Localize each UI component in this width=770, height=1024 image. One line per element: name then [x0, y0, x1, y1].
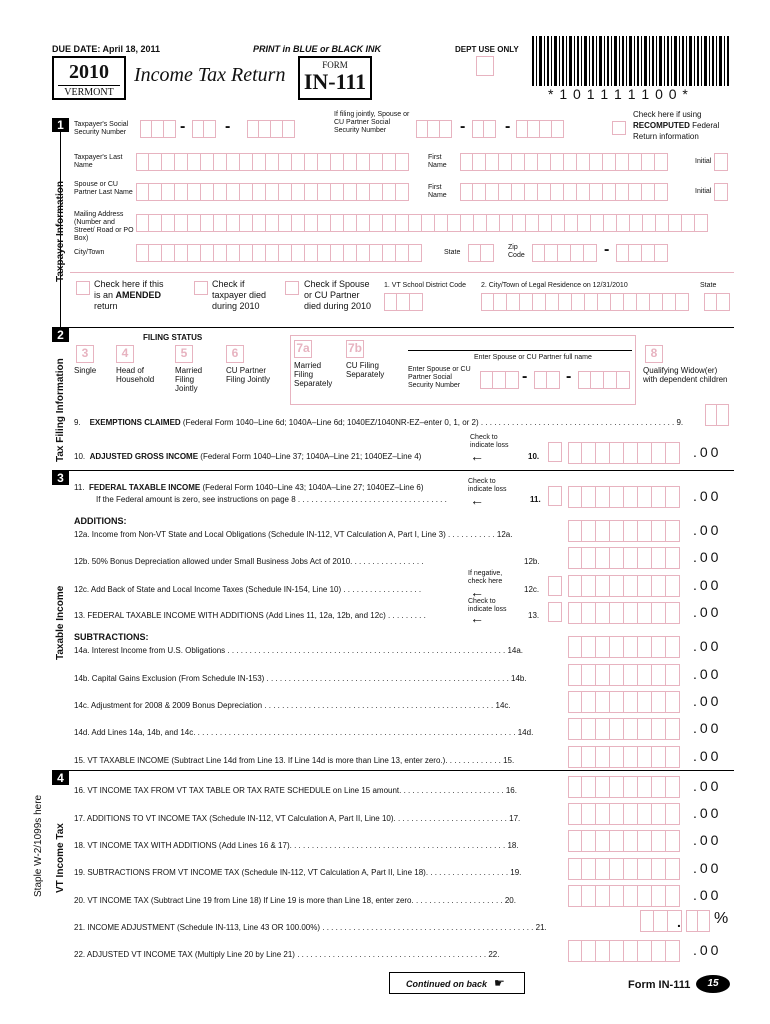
line-10-loss-label: Check to indicate loss — [470, 434, 509, 449]
line-14c-cents: .00 — [693, 693, 722, 709]
line-14a-amount-field[interactable] — [568, 636, 680, 658]
ssn-label: Taxpayer's Social Security Number — [74, 121, 129, 136]
line-20-amount-field[interactable] — [568, 885, 680, 907]
status-married-separately-label: Married Filing Separately — [294, 361, 333, 388]
line-20-cents: .00 — [693, 887, 722, 903]
recomputed-label-4: Return information — [633, 132, 699, 141]
line-12c-amount-field[interactable] — [568, 575, 680, 597]
line-12a-amount-field[interactable] — [568, 520, 680, 542]
line-14a-cents: .00 — [693, 638, 722, 654]
line-10-loss-checkbox[interactable] — [548, 442, 562, 462]
line-11-num: 11. — [74, 483, 85, 492]
line-10-text: (Federal Form 1040–Line 37; 1040A–Line 21; 1040EZ–Line 4) — [200, 452, 422, 461]
line-11 — [74, 483, 424, 492]
spouse-full-name-label: Enter Spouse or CU Partner full name — [474, 354, 592, 361]
line-17-cents: .00 — [693, 805, 722, 821]
filing-status-heading: FILING STATUS — [143, 333, 203, 342]
line-10-ref: 10. — [528, 452, 540, 461]
taxpayer-ssn-field-2[interactable] — [192, 120, 216, 138]
legal-residence-field[interactable] — [481, 293, 689, 311]
spouse-ssn-separate-field-2[interactable] — [534, 371, 560, 389]
status-7b-checkbox[interactable]: 7b — [346, 340, 364, 358]
line-15-cents: .00 — [693, 748, 722, 764]
line-11-loss-label: Check to indicate loss — [468, 478, 507, 493]
line-14d-cents: .00 — [693, 720, 722, 736]
line-13-loss-checkbox[interactable] — [548, 602, 562, 622]
section-3-label: Taxable Income — [55, 585, 66, 660]
line-16-amount-field[interactable] — [568, 776, 680, 798]
barcode-icon — [532, 36, 732, 86]
tax-year: 2010 — [69, 61, 109, 83]
first-name-field[interactable] — [460, 153, 668, 171]
dept-use-only: DEPT USE ONLY — [455, 45, 519, 54]
line-14c-amount-field[interactable] — [568, 691, 680, 713]
continued-label: Continued on back — [406, 979, 487, 989]
pointing-hand-icon: ☛ — [494, 976, 505, 990]
line-14d: 14d. Add Lines 14a, 14b, and 14c. . . . . . . . . . . . . . . . . . . . . . . . . . . . . . . . . . . . . . . . . . . . . . . . . . . . . . . . . . . . . . . . . . . . . . . . . 14d. — [74, 728, 534, 737]
line-18-amount-field[interactable] — [568, 830, 680, 852]
status-cu-separately-label: CU Filing Separately — [346, 361, 385, 379]
status-4-checkbox[interactable]: 4 — [116, 345, 134, 363]
line-9-text: (Federal Form 1040–Line 6d; 1040A–Line 6d; 1040EZ/1040NR-EZ–enter 0, 1, or 2) . . . . . . . . . . . . . . . . . . . . . . . . . . . . . . . . . . . . . . . . . . . . 9. — [182, 418, 684, 427]
spouse-ssn-separate-field[interactable] — [480, 371, 519, 389]
recomputed-label-3: Federal — [692, 121, 720, 130]
due-date: DUE DATE: April 18, 2011 — [52, 44, 161, 54]
taxpayer-ssn-field-3[interactable] — [247, 120, 295, 138]
line-9-num: 9. — [74, 418, 81, 427]
line-14d-amount-field[interactable] — [568, 718, 680, 740]
school-district-label: 1. VT School District Code — [384, 282, 466, 289]
section-3-badge: 3 — [52, 471, 69, 485]
line-11-amount-field[interactable] — [568, 486, 680, 508]
line-9-title: EXEMPTIONS CLAIMED — [89, 418, 181, 427]
recomputed-checkbox[interactable] — [612, 121, 626, 135]
arrow-left-icon: ← — [470, 448, 484, 464]
line-11-sub: If the Federal amount is zero, see instructions on page 8 . . . . . . . . . . . . . . . . . . . . . . . . . . . . . . . . . . — [96, 495, 447, 504]
line-12c-negative-label: If negative, check here — [468, 570, 503, 585]
status-6-checkbox[interactable]: 6 — [226, 345, 244, 363]
line-12b-cents: .00 — [693, 549, 722, 565]
line-21: 21. INCOME ADJUSTMENT (Schedule IN-113, Line 43 OR 100.00%) . . . . . . . . . . . . . . . . . . . . . . . . . . . . . . . . . . . . . . . . . . . . . . . . 21. — [74, 923, 547, 932]
percent-sign: % — [714, 910, 729, 927]
mailing-address-label: Mailing Address (Number and Street/ Road or PO Box) — [74, 211, 134, 242]
line-14c: 14c. Adjustment for 2008 & 2009 Bonus Depreciation . . . . . . . . . . . . . . . . . . . . . . . . . . . . . . . . . . . . . . . . . . . . . . . . . . . . 14c. — [74, 701, 511, 710]
barcode-text: * 1 0 1 1 1 1 1 0 0 * — [548, 86, 689, 102]
residence-state-label: State — [700, 282, 717, 289]
line-14b-cents: .00 — [693, 666, 722, 682]
last-name-label: Taxpayer's Last Name — [74, 154, 123, 169]
status-3-checkbox[interactable]: 3 — [76, 345, 94, 363]
line-9-field[interactable] — [705, 404, 729, 426]
line-10-num: 10. — [74, 452, 86, 461]
section-1-badge: 1 — [52, 118, 69, 132]
status-5-checkbox[interactable]: 5 — [175, 345, 193, 363]
page-number: 15 — [696, 975, 730, 993]
section-4-badge: 4 — [52, 771, 69, 785]
line-12c: 12c. Add Back of State and Local Income Taxes (Schedule IN-154, Line 10) . . . . . . . . . . . . . . . . . . — [74, 585, 422, 594]
mailing-address-field[interactable] — [136, 214, 708, 232]
section-4-label: VT Income Tax — [55, 823, 66, 893]
line-14a: 14a. Interest Income from U.S. Obligations . . . . . . . . . . . . . . . . . . . . . . . . . . . . . . . . . . . . . . . . . . . . . . . . . . . . . . . . . . . . . . . 14a. — [74, 646, 524, 655]
line-13-loss-label: Check to indicate loss — [468, 598, 507, 613]
city-label: City/Town — [74, 249, 105, 256]
line-19-amount-field[interactable] — [568, 858, 680, 880]
status-widow-label: Qualifying Widow(er) with dependent children — [643, 366, 728, 384]
line-11-ref: 11. — [530, 495, 541, 504]
line-12a-cents: .00 — [693, 522, 722, 538]
state-label: State — [444, 249, 461, 256]
form-label: FORM — [322, 60, 348, 70]
spouse-initial-label: Initial — [695, 188, 712, 195]
status-single-label: Single — [74, 366, 97, 375]
spouse-last-name-field[interactable] — [136, 183, 409, 201]
spouse-died-1: Check if Spouse — [304, 279, 370, 289]
line-12b-ref: 12b. — [524, 557, 540, 566]
line-12b: 12b. 50% Bonus Depreciation allowed under Small Business Jobs Act of 2010. . . . . . . . . . . . . . . . . — [74, 557, 424, 566]
amended-label-1: Check here if this — [94, 279, 164, 289]
line-12a: 12a. Income from Non-VT State and Local Obligations (Schedule IN-112, VT Calculation A, Part I, Line 3) . . . . . . . . . . . 12a. — [74, 530, 513, 539]
section-1-label: Taxpayer Information — [55, 181, 66, 282]
line-10 — [74, 452, 421, 461]
spouse-ssn-field-2[interactable] — [472, 120, 496, 138]
spouse-died-2: or CU Partner — [304, 290, 360, 300]
zip-label: Zip Code — [508, 244, 525, 259]
line-11-cents: .00 — [693, 488, 722, 504]
dept-use-box — [476, 56, 494, 76]
spouse-ssn-field-3[interactable] — [516, 120, 564, 138]
city-field[interactable] — [136, 244, 422, 262]
last-name-field[interactable] — [136, 153, 409, 171]
recomputed-label-2: RECOMPUTED — [633, 121, 690, 130]
form-number: IN-111 — [303, 69, 367, 94]
legal-residence-label: 2. City/Town of Legal Residence on 12/31/2010 — [481, 282, 628, 289]
recomputed-label-1: Check here if using — [633, 110, 702, 119]
arrow-left-icon: ← — [470, 610, 484, 626]
amended-label-2: is an — [94, 290, 114, 300]
staple-note: Staple W-2/1099s here — [33, 794, 44, 897]
zip-field[interactable] — [532, 244, 597, 262]
line-12c-negative-checkbox[interactable] — [548, 576, 562, 596]
line-18-cents: .00 — [693, 832, 722, 848]
line-13-amount-field[interactable] — [568, 602, 680, 624]
line-15: 15. VT TAXABLE INCOME (Subtract Line 14d from Line 13. If Line 14d is more than Line 13, enter zero.). . . . . . . . . . . . . 15. — [74, 756, 515, 765]
spouse-first-name-field[interactable] — [460, 183, 668, 201]
line-15-amount-field[interactable] — [568, 746, 680, 768]
taxpayer-died-3: during 2010 — [212, 301, 260, 311]
status-cu-jointly-label: CU Partner Filing Jointly — [226, 366, 271, 384]
spouse-ssn-separate-label: Enter Spouse or CU Partner Social Security Number — [408, 366, 471, 389]
zip-plus4-field[interactable] — [616, 244, 668, 262]
status-7a-checkbox[interactable]: 7a — [294, 340, 312, 358]
line-14b: 14b. Capital Gains Exclusion (From Schedule IN-153) . . . . . . . . . . . . . . . . . . . . . . . . . . . . . . . . . . . . . . . . . . . . . . . . . . . . . . . 14b. — [74, 674, 527, 683]
print-note: PRINT in BLUE or BLACK INK — [253, 44, 381, 54]
line-22: 22. ADJUSTED VT INCOME TAX (Multiply Line 20 by Line 21) . . . . . . . . . . . . . . . . . . . . . . . . . . . . . . . . . . . . . . . . . . . 22. — [74, 950, 500, 959]
initial-field[interactable] — [714, 153, 728, 171]
additions-heading: ADDITIONS: — [74, 516, 127, 526]
first-name-label: First Name — [428, 154, 447, 169]
taxpayer-ssn-field[interactable] — [140, 120, 176, 138]
line-10-amount-field[interactable] — [568, 442, 680, 464]
line-19: 19. SUBTRACTIONS FROM VT INCOME TAX (Schedule IN-112, VT Calculation A, Part II, Line 18). . . . . . . . . . . . . . . . . . . 19. — [74, 868, 522, 877]
amended-checkbox[interactable] — [76, 281, 90, 295]
school-district-field[interactable] — [384, 293, 423, 311]
taxpayer-died-checkbox[interactable] — [194, 281, 208, 295]
spouse-died-checkbox[interactable] — [285, 281, 299, 295]
form-title: Income Tax Return — [134, 64, 286, 86]
spouse-initial-field[interactable] — [714, 183, 728, 201]
line-21-field[interactable] — [640, 910, 682, 932]
line-10-cents: .00 — [693, 444, 722, 460]
line-10-title: ADJUSTED GROSS INCOME — [89, 452, 199, 461]
line-9 — [74, 418, 683, 427]
year-box — [52, 56, 126, 100]
spouse-ssn-separate-field-3[interactable] — [578, 371, 630, 389]
arrow-left-icon: ← — [470, 492, 484, 508]
line-22-amount-field[interactable] — [568, 940, 680, 962]
line-14b-amount-field[interactable] — [568, 664, 680, 686]
line-21-decimal-field[interactable] — [686, 910, 710, 932]
form-id: Form IN-111 — [628, 979, 691, 991]
taxpayer-died-2: taxpayer died — [212, 290, 267, 300]
line-18: 18. VT INCOME TAX WITH ADDITIONS (Add Lines 16 & 17). . . . . . . . . . . . . . . . . . . . . . . . . . . . . . . . . . . . . . . . . . . . . . . . . 18. — [74, 841, 519, 850]
status-head-label: Head of Household — [116, 366, 155, 384]
arrow-left-icon: ← — [470, 584, 484, 600]
state-name: VERMONT — [58, 85, 120, 98]
spouse-first-name-label: First Name — [428, 184, 447, 199]
state-field[interactable] — [468, 244, 494, 262]
spouse-died-3: died during 2010 — [304, 301, 372, 311]
subtractions-heading: SUBTRACTIONS: — [74, 632, 149, 642]
status-married-jointly-label: Married Filing Jointly — [175, 366, 203, 393]
line-22-cents: .00 — [693, 942, 722, 958]
line-17: 17. ADDITIONS TO VT INCOME TAX (Schedule IN-112, VT Calculation A, Part II, Line 10). . . . . . . . . . . . . . . . . . . . . . . . . . 17. — [74, 814, 521, 823]
line-13-cents: .00 — [693, 604, 722, 620]
line-16-cents: .00 — [693, 778, 722, 794]
spouse-last-name-label: Spouse or CU Partner Last Name — [74, 181, 133, 196]
line-12b-amount-field[interactable] — [568, 547, 680, 569]
line-11-text: (Federal Form 1040–Line 43; 1040A–Line 27; 1040EZ–Line 6) — [202, 483, 424, 492]
line-11-loss-checkbox[interactable] — [548, 486, 562, 506]
line-12c-cents: .00 — [693, 577, 722, 593]
form-number-box — [298, 56, 372, 100]
status-8-checkbox[interactable]: 8 — [645, 345, 663, 363]
taxpayer-died-1: Check if — [212, 279, 245, 289]
spouse-ssn-label: If filing jointly, Spouse or CU Partner Social Security Number — [334, 111, 410, 134]
line-16: 16. VT INCOME TAX FROM VT TAX TABLE OR TAX RATE SCHEDULE on Line 15 amount. . . . . . . . . . . . . . . . . . . . . . . . 16. — [74, 786, 517, 795]
line-20: 20. VT INCOME TAX (Subtract Line 19 from Line 18) If Line 19 is more than Line 18, enter zero. . . . . . . . . . . . . . . . . . . . . 20. — [74, 896, 516, 905]
line-13-ref: 13. — [528, 611, 540, 620]
section-2-label: Tax Filing Information — [55, 358, 66, 462]
continued-on-back — [389, 972, 525, 994]
residence-state-field[interactable] — [704, 293, 730, 311]
amended-label-3: AMENDED — [115, 290, 162, 300]
line-19-cents: .00 — [693, 860, 722, 876]
line-11-title: FEDERAL TAXABLE INCOME — [88, 483, 201, 492]
line-17-amount-field[interactable] — [568, 803, 680, 825]
amended-label-4: return — [94, 301, 118, 311]
line-12c-ref: 12c. — [524, 585, 540, 594]
line-13: 13. FEDERAL TAXABLE INCOME WITH ADDITIONS (Add Lines 11, 12a, 12b, and 12c) . . . . . . . . . — [74, 611, 426, 620]
section-2-badge: 2 — [52, 328, 69, 342]
spouse-ssn-field[interactable] — [416, 120, 452, 138]
initial-label: Initial — [695, 158, 712, 165]
